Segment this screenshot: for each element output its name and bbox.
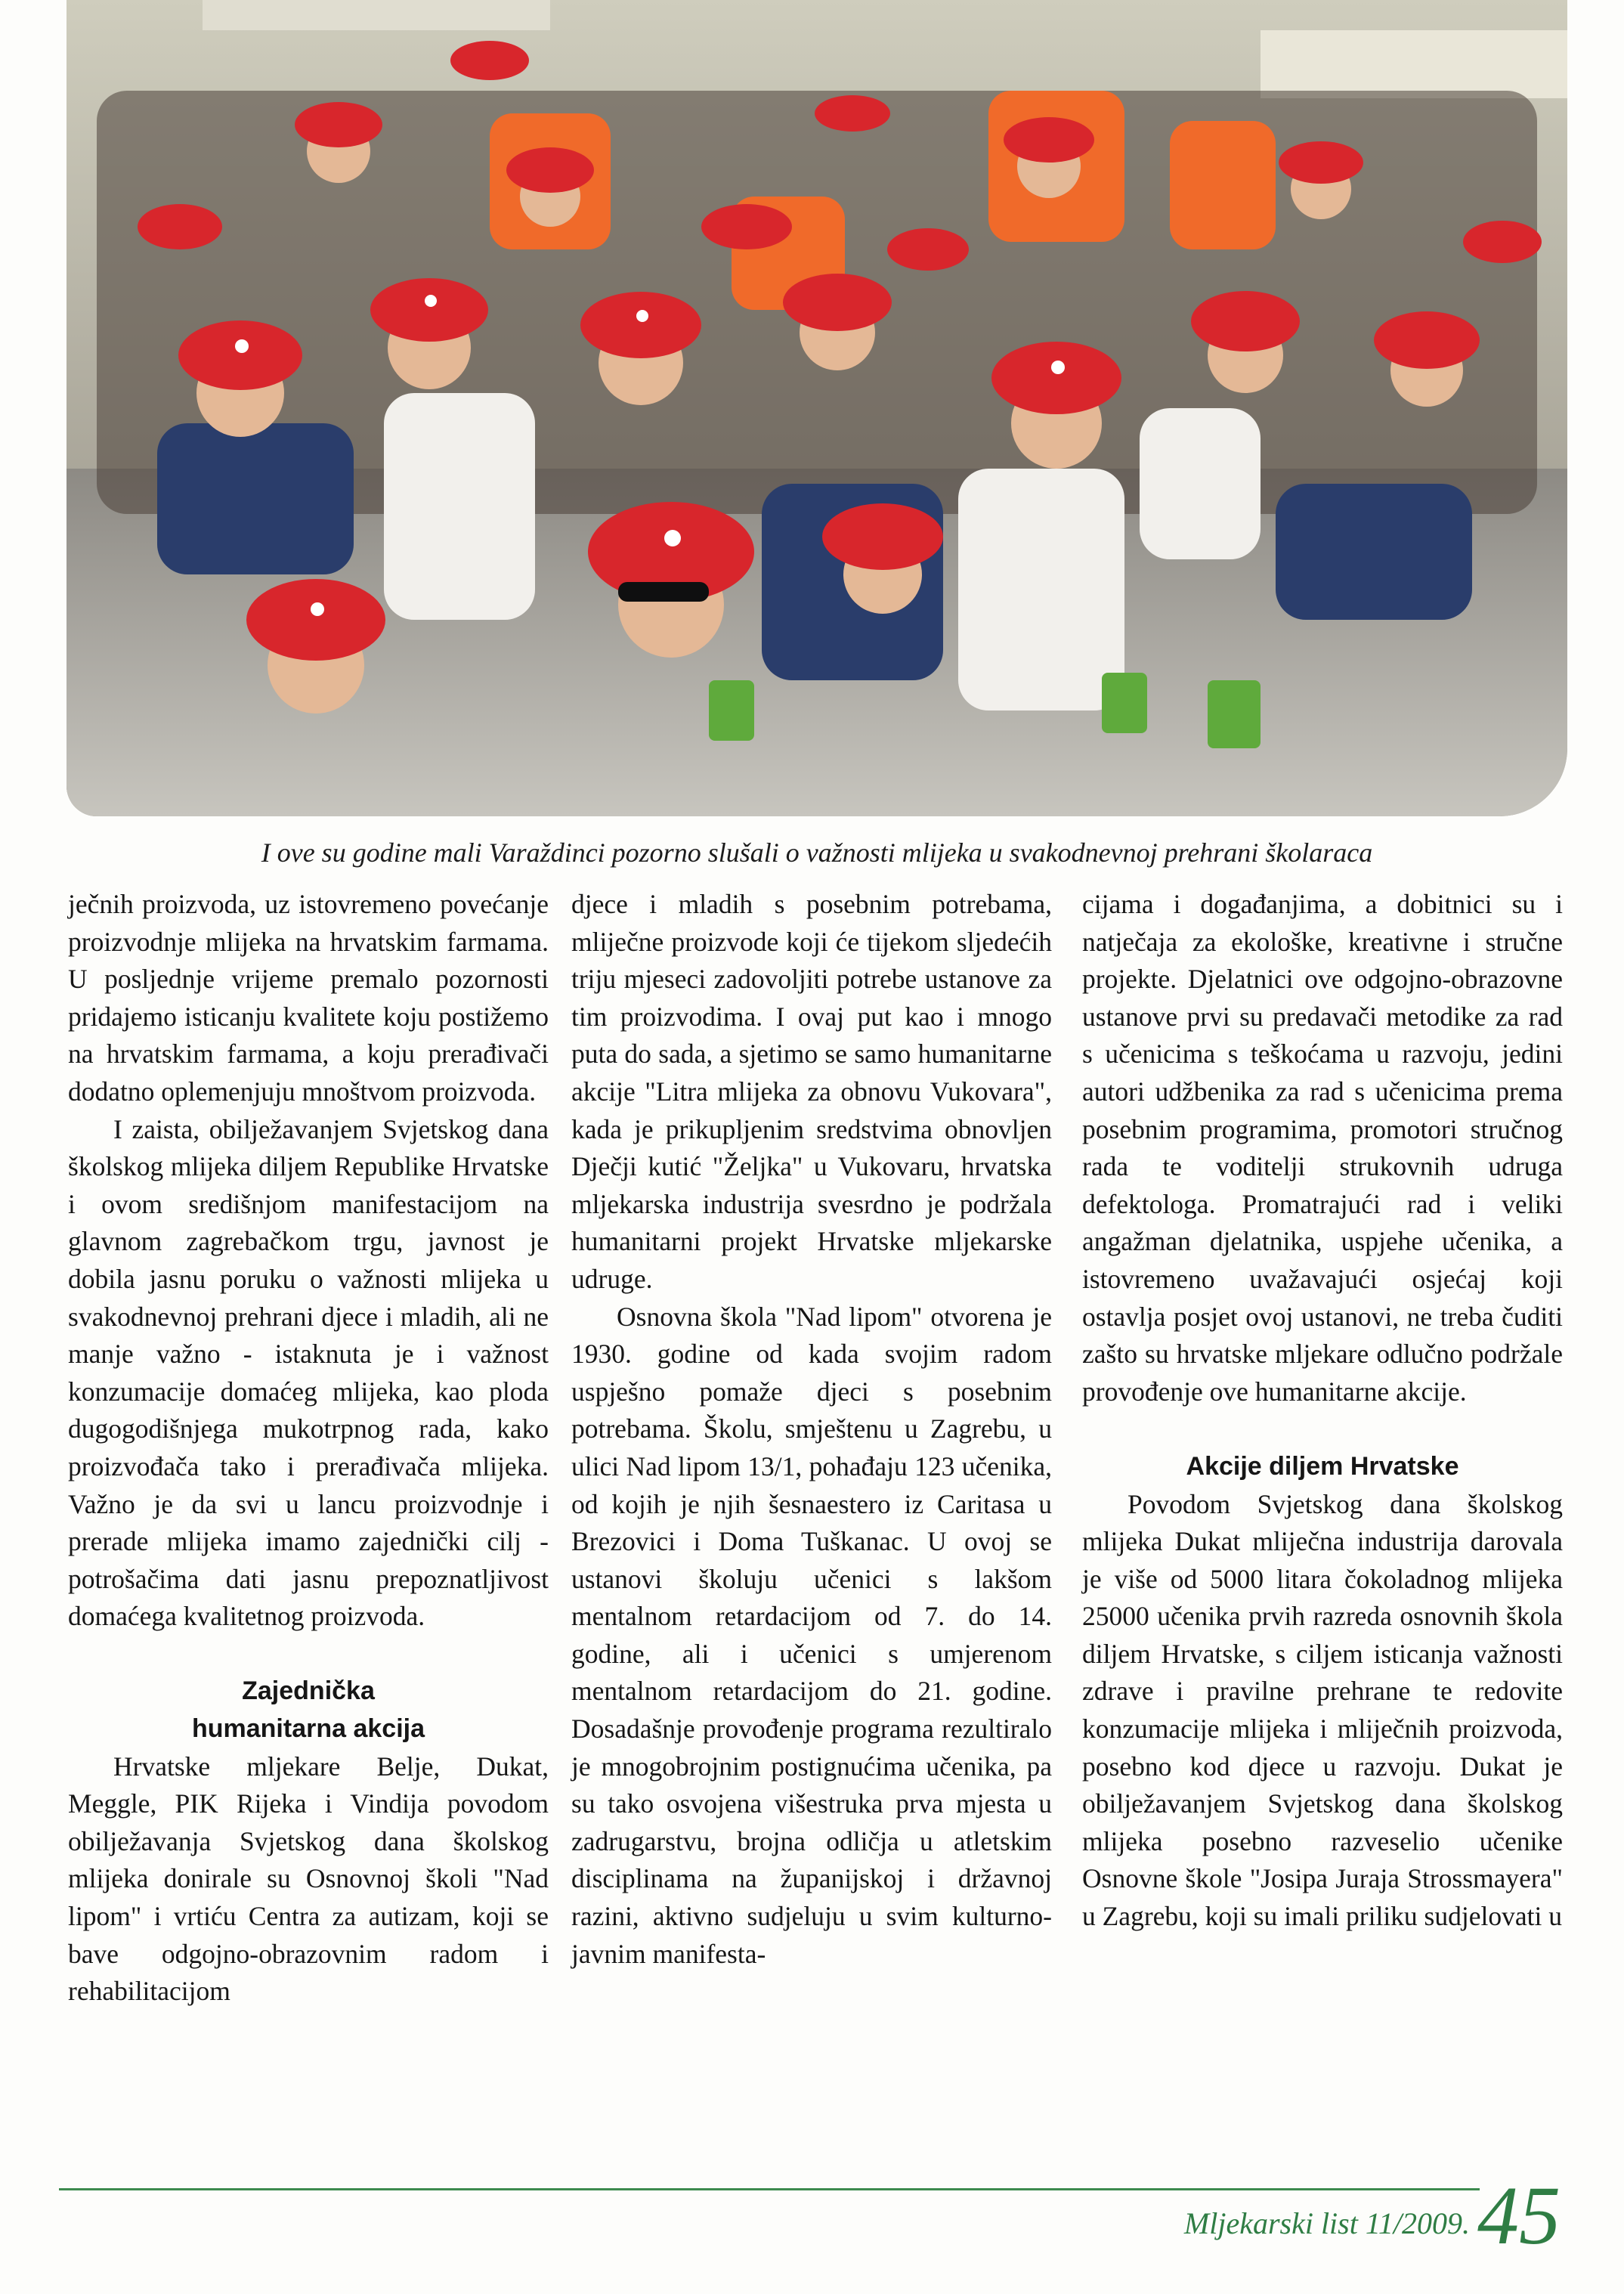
paragraph: Hrvatske mljekare Belje, Dukat, Meggle, PIK Rijeka i Vindija povodom obilježavanja Svjetskog dana školskog mlijeka donirale su Osnovnoj školi "Nad lipom" i vrtiću Centra za autizam, koji se bave odgojno-obrazovnim radom i rehabilitacijom (68, 1751, 549, 2007)
paragraph: djece i mladih s posebnim potrebama, mliječne proizvode koji će tijekom sljedećih triju mjeseci zadovoljiti potrebe ustanove za tim proizvodima. I ovaj put kao i mnogo puta do sada, a sjetimo se samo humanitarne akcije "Litra mlijeka za obnovu Vukovara", kada je prikupljenim sredstvima obnovljen Dječji kutić "Željka" u Vukovaru, hrvatska mljekarska industrija svesrdno je podržala humanitarni projekt Hrvatske mljekarske udruge. (571, 889, 1052, 1294)
footer-divider (59, 2188, 1480, 2190)
spacer (68, 1636, 549, 1673)
paragraph: cijama i događanjima, a dobitnici su i natječaja za ekološke, kreativne i stručne projekte. Djelatnici ove odgojno-obrazovne ustanove prvi su predavači metodike za rad s učenicima s teškoćama u razvoju, jedini autori udžbenika za rad s učenicima prema posebnim programima, promotori stručnog rada te voditelji strukovnih udruga defektologa. Promatrajući rad i veliki angažman djelatnika, uspjehe učenika, a istovremeno uvažavajući osjećaj koji ostavlja posjet ovoj ustanovi, ne treba čuditi zašto su hrvatske mljekare odlučno podržale provođenje ove humanitarne akcije. (1082, 889, 1563, 1407)
article-column-1 (68, 886, 549, 2171)
paragraph: Povodom Svjetskog dana školskog mlijeka Dukat mliječna industrija darovala je više od 5000 litara čokoladnog mlijeka 25000 učenika prvih razreda osnovnih škola diljem Hrvatske, s ciljem isticanja važnosti zdrave i pravilne prehrane te redovite konzumacije mlijeka i mliječnih proizvoda, posebno kod djece u razvoju. Dukat je obilježavanjem Svjetskog dana školskog mlijeka posebno razveselio učenike Osnovne škole "Josipa Juraja Strossmayera" u Zagrebu, koji su imali priliku sudjelovati u (1082, 1488, 1563, 1932)
photo-caption: I ove su godine mali Varaždinci pozorno slušali o važnosti mlijeka u svakodnevnoj prehrani školaraca (261, 837, 1373, 868)
article-column-3 (1082, 886, 1563, 2171)
paragraph: ječnih proizvoda, uz istovremeno povećanje proizvodnje mlijeka na hrvatskim farmama. U posljednje vrijeme premalo pozornosti pridajemo isticanju kvalitete koju postižemo na hrvatskim farmama, a koju prerađivači dodatno oplemenjuju mnoštvom proizvoda. (68, 889, 549, 1107)
paragraph: I zaista, obilježavanjem Svjetskog dana školskog mlijeka diljem Republike Hrvatske i ovom središnjom manifestacijom na glavnom zagrebačkom trgu, javnost je dobila jasnu poruku o važnosti mlijeka u svakodnevnoj prehrani djece i mladih, ali ne manje važno - istaknuta je i važnost konzumacije domaćeg mlijeka, kao ploda dugogodišnjega mukotrpnog rada, kako proizvođača tako i prerađivača mlijeka. Važno je da svi u lancu proizvodnje i prerade mlijeka imamo zajednički cilj - potrošačima dati jasnu prepoznatljivost domaćega kvalitetnog proizvoda. (68, 1113, 549, 1632)
publication-title: Mljekarski list 11/2009. (1183, 2206, 1470, 2240)
section-heading-line: Zajednička (242, 1676, 375, 1706)
children-photo-image (67, 0, 1567, 816)
paragraph: Osnovna škola "Nad lipom" otvorena je 1930. godine od kada svojim radom uspješno pomaže djeci s posebnim potrebama. Školu, smještenu u Zagrebu, u ulici Nad lipom 13/1, pohađaju 123 učenika, od kojih je njih šesnaestero iz Caritasa u Brezovici i Doma Tuškanac. U ovoj se ustanovi školuju učenici s lakšom mentalnom retardacijom od 7. do 14. godine, ali i učenici s umjerenom mentalnom retardacijom do 21. godine. Dosadašnje provođenje programa rezultiralo je mnogobrojnim postignućima učenika, pa su tako osvojena višestruka prva mjesta u zadrugarstvu, brojna odličja u atletskim disciplinama na županijskoj i državnoj razini, aktivno sudjeluju u svim kulturno-javnim manifesta- (571, 1301, 1052, 1969)
children-photo (67, 0, 1567, 816)
article-column-2 (571, 886, 1052, 2171)
section-heading: Akcije diljem Hrvatske (1186, 1451, 1459, 1481)
page-number: 45 (1477, 2169, 1561, 2261)
section-heading-line: humanitarna akcija (191, 1714, 425, 1744)
spacer (1082, 1410, 1563, 1448)
